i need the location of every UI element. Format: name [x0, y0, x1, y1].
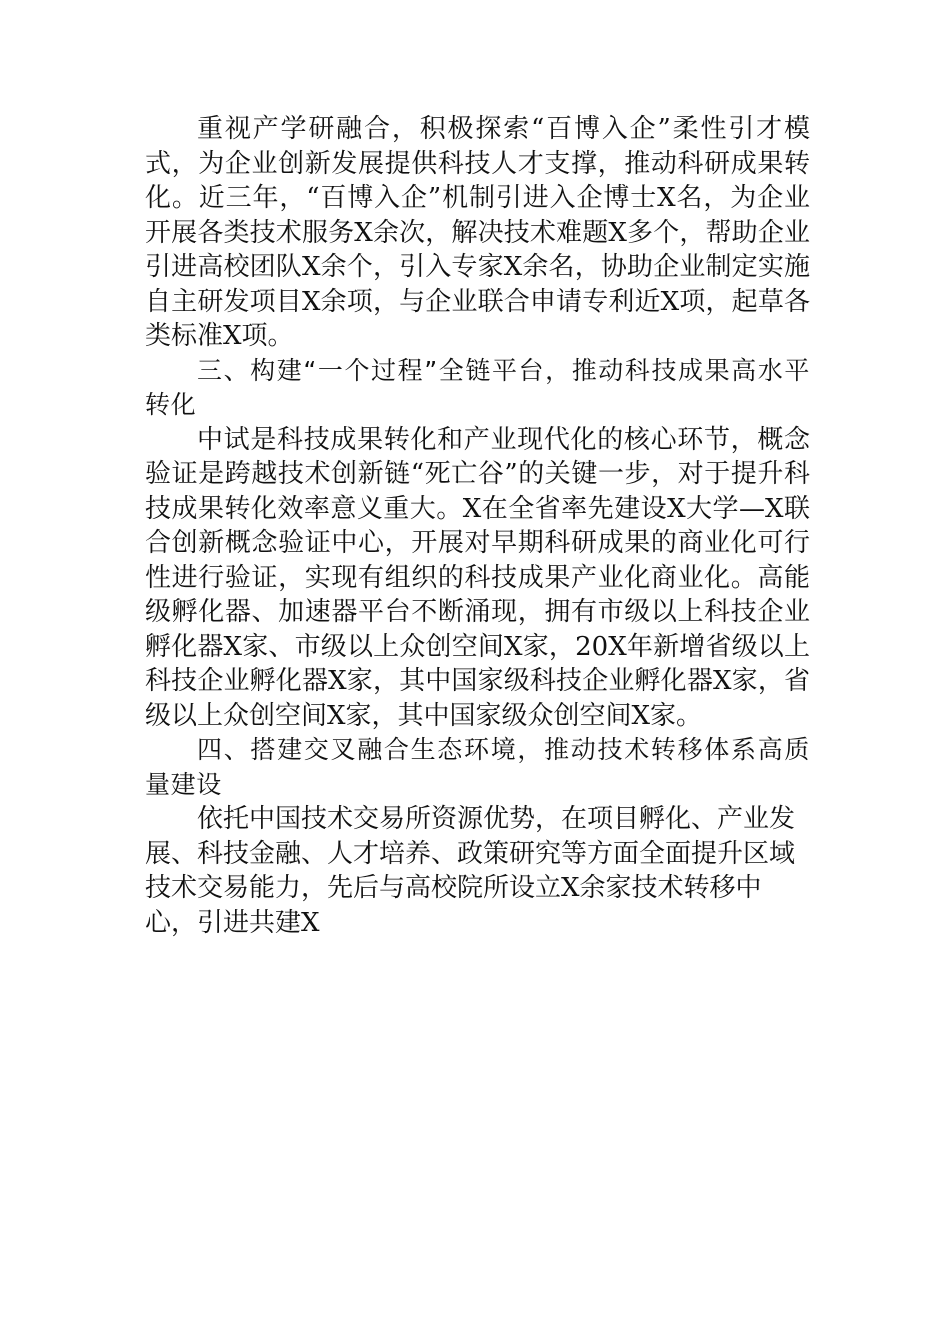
paragraph-technology-transfer: 依托中国技术交易所资源优势，在项目孵化、产业发展、科技金融、人才培养、政策研究等方面全面提升区域技术交易能力，先后与高校院所设立X余家技术转移中心，引进共建X — [145, 804, 796, 938]
document-body — [145, 112, 810, 940]
paragraph-pilot-verification: 中试是科技成果转化和产业现代化的核心环节，概念验证是跨越技术创新链“死亡谷”的关键一步，对于提升科技成果转化效率意义重大。X在全省率先建设X大学—X联合创新概念验证中心，开展对早期科研成果的商业化可行性进行验证，实现有组织的科技成果产业化商业化。高能级孵化器、加速器平台不断涌现，拥有市级以上科技企业孵化器X家、市级以上众创空间X家，20X年新增省级以上科技企业孵化器X家，其中国家级科技企业孵化器X家，省级以上众创空间X家，其中国家级众创空间X家。 — [145, 424, 810, 731]
section-heading-three: 三、构建“一个过程”全链平台，推动科技成果高水平转化 — [145, 355, 810, 419]
paragraph-talent-introduction: 重视产学研融合，积极探索“百博入企”柔性引才模式，为企业创新发展提供科技人才支撑，推动科研成果转化。近三年，“百博入企”机制引进入企博士X名，为企业开展各类技术服务X余次，解决技术难题X多个，帮助企业引进高校团队X余个，引入专家X余名，协助企业制定实施自主研发项目X余项，与企业联合申请专利近X项，起草各类标准X项。 — [145, 114, 810, 351]
section-heading-four: 四、搭建交叉融合生态环境，推动技术转移体系高质量建设 — [145, 735, 810, 799]
